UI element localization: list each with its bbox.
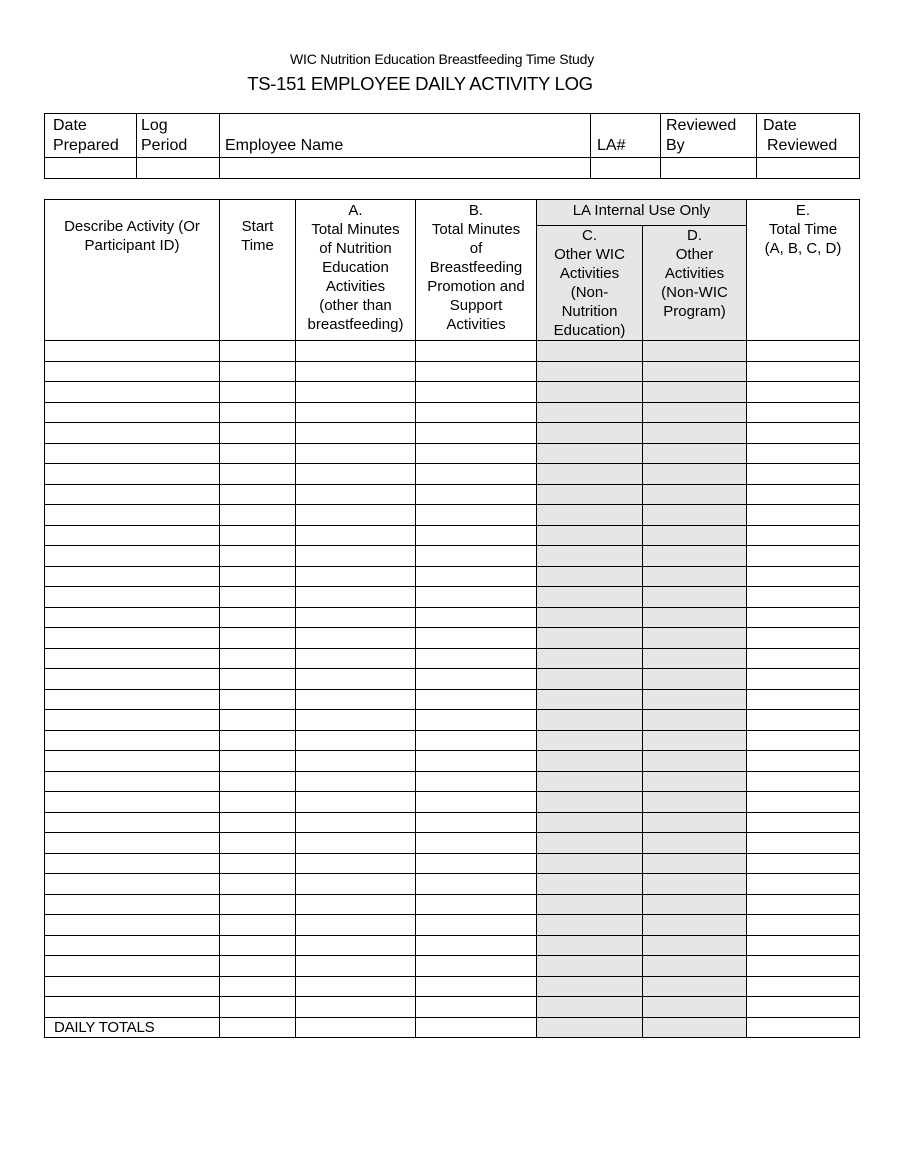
log-entry-row (45, 443, 860, 464)
entry-start-time-cell[interactable] (220, 792, 296, 813)
entry-col-e-cell[interactable] (747, 976, 860, 997)
log-entry-row (45, 915, 860, 936)
entry-start-time-cell[interactable] (220, 976, 296, 997)
date-reviewed-field[interactable] (757, 158, 860, 179)
log-entry-row (45, 710, 860, 731)
entry-start-time-cell[interactable] (220, 423, 296, 444)
entry-start-time-cell[interactable] (220, 464, 296, 485)
entry-activity-cell[interactable] (45, 546, 220, 567)
entry-col-e-cell[interactable] (747, 997, 860, 1018)
log-entry-row (45, 833, 860, 854)
entry-col-e-cell[interactable] (747, 833, 860, 854)
entry-col-a-cell[interactable] (296, 525, 416, 546)
entry-col-b-cell[interactable] (416, 935, 537, 956)
entry-start-time-cell[interactable] (220, 853, 296, 874)
entry-col-a-cell[interactable] (296, 976, 416, 997)
entry-col-a-cell[interactable] (296, 484, 416, 505)
entry-activity-cell[interactable] (45, 689, 220, 710)
entry-col-d-cell[interactable] (643, 443, 747, 464)
entry-activity-cell[interactable] (45, 771, 220, 792)
entry-start-time-cell[interactable] (220, 812, 296, 833)
entry-col-d-cell[interactable] (643, 956, 747, 977)
entry-col-c-cell[interactable] (537, 628, 643, 649)
log-entry-row (45, 730, 860, 751)
entry-start-time-cell[interactable] (220, 894, 296, 915)
entry-activity-cell[interactable] (45, 833, 220, 854)
entry-col-d-cell[interactable] (643, 771, 747, 792)
other-wic-activities-header: C. Other WIC Activities (Non- Nutrition Education) (537, 226, 643, 341)
log-entry-row (45, 997, 860, 1018)
log-entry-row (45, 505, 860, 526)
entry-col-c-cell[interactable] (537, 443, 643, 464)
entry-start-time-cell[interactable] (220, 341, 296, 362)
entry-start-time-cell[interactable] (220, 587, 296, 608)
entry-activity-cell[interactable] (45, 443, 220, 464)
entry-col-a-cell[interactable] (296, 956, 416, 977)
entry-col-b-cell[interactable] (416, 402, 537, 423)
entry-col-c-cell[interactable] (537, 792, 643, 813)
entry-activity-cell[interactable] (45, 997, 220, 1018)
entry-start-time-cell[interactable] (220, 628, 296, 649)
entry-col-b-cell[interactable] (416, 648, 537, 669)
entry-col-c-cell[interactable] (537, 935, 643, 956)
entry-col-d-cell[interactable] (643, 669, 747, 690)
entry-start-time-cell[interactable] (220, 771, 296, 792)
entry-activity-cell[interactable] (45, 382, 220, 403)
entry-col-b-cell[interactable] (416, 997, 537, 1018)
entry-col-e-cell[interactable] (747, 546, 860, 567)
entry-activity-cell[interactable] (45, 669, 220, 690)
entry-activity-cell[interactable] (45, 915, 220, 936)
entry-col-e-cell[interactable] (747, 956, 860, 977)
log-entry-row (45, 956, 860, 977)
entry-activity-cell[interactable] (45, 361, 220, 382)
breastfeeding-minutes-header: B. Total Minutes of Breastfeeding Promotion and Support Activities (416, 200, 537, 341)
entry-start-time-cell[interactable] (220, 546, 296, 567)
entry-col-b-cell[interactable] (416, 341, 537, 362)
entry-col-b-cell[interactable] (416, 464, 537, 485)
entry-start-time-cell[interactable] (220, 730, 296, 751)
log-entry-row (45, 402, 860, 423)
entry-col-c-cell[interactable] (537, 812, 643, 833)
entry-col-d-cell[interactable] (643, 607, 747, 628)
log-period-field[interactable] (137, 158, 220, 179)
entry-start-time-cell[interactable] (220, 669, 296, 690)
entry-activity-cell[interactable] (45, 628, 220, 649)
entry-col-e-cell[interactable] (747, 628, 860, 649)
entry-col-e-cell[interactable] (747, 935, 860, 956)
entry-col-b-cell[interactable] (416, 361, 537, 382)
entry-col-a-cell[interactable] (296, 443, 416, 464)
totals-col-e-cell[interactable] (747, 1017, 860, 1037)
log-entry-row (45, 874, 860, 895)
entry-col-b-cell[interactable] (416, 484, 537, 505)
entry-col-c-cell[interactable] (537, 361, 643, 382)
entry-col-b-cell[interactable] (416, 976, 537, 997)
log-entry-row (45, 853, 860, 874)
entry-activity-cell[interactable] (45, 710, 220, 731)
entry-col-d-cell[interactable] (643, 628, 747, 649)
entry-col-a-cell[interactable] (296, 833, 416, 854)
entry-col-b-cell[interactable] (416, 566, 537, 587)
la-number-header: LA# (591, 114, 661, 158)
entry-col-e-cell[interactable] (747, 812, 860, 833)
log-entry-row (45, 628, 860, 649)
entry-col-c-cell[interactable] (537, 751, 643, 772)
employee-name-field[interactable] (220, 158, 591, 179)
entry-col-b-cell[interactable] (416, 423, 537, 444)
entry-col-b-cell[interactable] (416, 546, 537, 567)
log-entry-row (45, 669, 860, 690)
entry-col-b-cell[interactable] (416, 382, 537, 403)
entry-col-a-cell[interactable] (296, 607, 416, 628)
entry-activity-cell[interactable] (45, 751, 220, 772)
entry-start-time-cell[interactable] (220, 710, 296, 731)
entry-activity-cell[interactable] (45, 587, 220, 608)
entry-activity-cell[interactable] (45, 505, 220, 526)
entry-col-d-cell[interactable] (643, 997, 747, 1018)
entry-activity-cell[interactable] (45, 607, 220, 628)
entry-col-d-cell[interactable] (643, 587, 747, 608)
log-entry-row (45, 341, 860, 362)
entry-col-c-cell[interactable] (537, 689, 643, 710)
date-prepared-header: Date Prepared (45, 114, 137, 158)
entry-col-c-cell[interactable] (537, 669, 643, 690)
entry-col-b-cell[interactable] (416, 751, 537, 772)
entry-col-a-cell[interactable] (296, 505, 416, 526)
entry-col-b-cell[interactable] (416, 792, 537, 813)
entry-col-e-cell[interactable] (747, 710, 860, 731)
entry-col-d-cell[interactable] (643, 464, 747, 485)
entry-col-d-cell[interactable] (643, 341, 747, 362)
log-entry-row (45, 894, 860, 915)
entry-col-e-cell[interactable] (747, 464, 860, 485)
la-number-field[interactable] (591, 158, 661, 179)
log-entry-row (45, 423, 860, 444)
entry-col-c-cell[interactable] (537, 648, 643, 669)
log-entry-row (45, 812, 860, 833)
total-time-header: E. Total Time (A, B, C, D) (747, 200, 860, 341)
entry-col-d-cell[interactable] (643, 710, 747, 731)
entry-col-d-cell[interactable] (643, 792, 747, 813)
entry-col-d-cell[interactable] (643, 812, 747, 833)
entry-col-a-cell[interactable] (296, 771, 416, 792)
entry-col-b-cell[interactable] (416, 669, 537, 690)
entry-col-c-cell[interactable] (537, 423, 643, 444)
entry-col-b-cell[interactable] (416, 587, 537, 608)
log-entry-row (45, 935, 860, 956)
log-entry-row (45, 587, 860, 608)
log-entry-row (45, 771, 860, 792)
entry-start-time-cell[interactable] (220, 833, 296, 854)
log-entry-row (45, 382, 860, 403)
totals-start-time-cell[interactable] (220, 1017, 296, 1037)
entry-col-a-cell[interactable] (296, 341, 416, 362)
entry-col-a-cell[interactable] (296, 566, 416, 587)
entry-start-time-cell[interactable] (220, 956, 296, 977)
entry-activity-cell[interactable] (45, 525, 220, 546)
entry-col-c-cell[interactable] (537, 956, 643, 977)
entry-col-c-cell[interactable] (537, 546, 643, 567)
entry-col-d-cell[interactable] (643, 546, 747, 567)
entry-col-d-cell[interactable] (643, 976, 747, 997)
entry-col-d-cell[interactable] (643, 689, 747, 710)
entry-col-a-cell[interactable] (296, 874, 416, 895)
entry-col-b-cell[interactable] (416, 443, 537, 464)
entry-start-time-cell[interactable] (220, 402, 296, 423)
entry-start-time-cell[interactable] (220, 484, 296, 505)
log-entry-row (45, 751, 860, 772)
entry-col-e-cell[interactable] (747, 771, 860, 792)
entry-col-c-cell[interactable] (537, 976, 643, 997)
entry-col-e-cell[interactable] (747, 525, 860, 546)
log-entry-row (45, 525, 860, 546)
entry-col-b-cell[interactable] (416, 771, 537, 792)
entry-activity-cell[interactable] (45, 402, 220, 423)
entry-col-e-cell[interactable] (747, 443, 860, 464)
entry-col-e-cell[interactable] (747, 669, 860, 690)
entry-col-c-cell[interactable] (537, 382, 643, 403)
entry-start-time-cell[interactable] (220, 751, 296, 772)
entry-col-a-cell[interactable] (296, 587, 416, 608)
entry-start-time-cell[interactable] (220, 361, 296, 382)
entry-col-e-cell[interactable] (747, 915, 860, 936)
entry-col-e-cell[interactable] (747, 566, 860, 587)
activity-log-table (44, 199, 860, 1038)
entry-activity-cell[interactable] (45, 812, 220, 833)
entry-activity-cell[interactable] (45, 935, 220, 956)
entry-activity-cell[interactable] (45, 874, 220, 895)
entry-start-time-cell[interactable] (220, 874, 296, 895)
entry-activity-cell[interactable] (45, 484, 220, 505)
log-entry-row (45, 648, 860, 669)
entry-col-d-cell[interactable] (643, 853, 747, 874)
entry-col-e-cell[interactable] (747, 361, 860, 382)
date-reviewed-header: Date Reviewed (757, 114, 860, 158)
entry-col-b-cell[interactable] (416, 525, 537, 546)
entry-start-time-cell[interactable] (220, 935, 296, 956)
reviewed-by-header: Reviewed By (661, 114, 757, 158)
entry-col-a-cell[interactable] (296, 751, 416, 772)
entry-col-c-cell[interactable] (537, 402, 643, 423)
entry-col-e-cell[interactable] (747, 792, 860, 813)
entry-col-a-cell[interactable] (296, 402, 416, 423)
entry-col-e-cell[interactable] (747, 382, 860, 403)
entry-col-e-cell[interactable] (747, 894, 860, 915)
entry-col-d-cell[interactable] (643, 833, 747, 854)
entry-start-time-cell[interactable] (220, 505, 296, 526)
log-period-header: Log Period (137, 114, 220, 158)
describe-activity-header: Describe Activity (Or Participant ID) (45, 200, 220, 341)
entry-col-a-cell[interactable] (296, 669, 416, 690)
entry-col-b-cell[interactable] (416, 505, 537, 526)
entry-col-e-cell[interactable] (747, 505, 860, 526)
log-entry-row (45, 689, 860, 710)
totals-col-b-cell[interactable] (416, 1017, 537, 1037)
nutrition-education-minutes-header: A. Total Minutes of Nutrition Education Activities (other than breastfeeding) (296, 200, 416, 341)
entry-col-d-cell[interactable] (643, 566, 747, 587)
entry-col-c-cell[interactable] (537, 771, 643, 792)
entry-activity-cell[interactable] (45, 464, 220, 485)
entry-col-d-cell[interactable] (643, 751, 747, 772)
entry-col-c-cell[interactable] (537, 464, 643, 485)
entry-col-a-cell[interactable] (296, 935, 416, 956)
entry-col-b-cell[interactable] (416, 607, 537, 628)
entry-col-a-cell[interactable] (296, 464, 416, 485)
entry-col-c-cell[interactable] (537, 525, 643, 546)
reviewed-by-field[interactable] (661, 158, 757, 179)
date-prepared-field[interactable] (45, 158, 137, 179)
entry-col-d-cell[interactable] (643, 423, 747, 444)
entry-activity-cell[interactable] (45, 792, 220, 813)
entry-col-e-cell[interactable] (747, 853, 860, 874)
entry-col-b-cell[interactable] (416, 833, 537, 854)
entry-col-c-cell[interactable] (537, 566, 643, 587)
entry-col-b-cell[interactable] (416, 874, 537, 895)
entry-col-e-cell[interactable] (747, 874, 860, 895)
log-entry-row (45, 976, 860, 997)
entry-col-d-cell[interactable] (643, 915, 747, 936)
entry-col-c-cell[interactable] (537, 997, 643, 1018)
entry-col-a-cell[interactable] (296, 853, 416, 874)
entry-col-b-cell[interactable] (416, 812, 537, 833)
daily-totals-label: DAILY TOTALS (45, 1017, 220, 1037)
entry-col-b-cell[interactable] (416, 894, 537, 915)
entry-start-time-cell[interactable] (220, 689, 296, 710)
entry-start-time-cell[interactable] (220, 607, 296, 628)
totals-col-c-cell[interactable] (537, 1017, 643, 1037)
entry-col-e-cell[interactable] (747, 648, 860, 669)
entry-col-c-cell[interactable] (537, 730, 643, 751)
entry-activity-cell[interactable] (45, 730, 220, 751)
entry-col-c-cell[interactable] (537, 341, 643, 362)
entry-col-b-cell[interactable] (416, 853, 537, 874)
employee-name-header: Employee Name (220, 114, 591, 158)
entry-col-c-cell[interactable] (537, 894, 643, 915)
entry-col-e-cell[interactable] (747, 587, 860, 608)
entry-start-time-cell[interactable] (220, 443, 296, 464)
totals-col-d-cell[interactable] (643, 1017, 747, 1037)
entry-activity-cell[interactable] (45, 853, 220, 874)
entry-start-time-cell[interactable] (220, 525, 296, 546)
entry-activity-cell[interactable] (45, 648, 220, 669)
entry-col-a-cell[interactable] (296, 792, 416, 813)
entry-col-c-cell[interactable] (537, 915, 643, 936)
entry-col-a-cell[interactable] (296, 423, 416, 444)
log-entry-row (45, 546, 860, 567)
entry-col-d-cell[interactable] (643, 402, 747, 423)
entry-col-c-cell[interactable] (537, 607, 643, 628)
start-time-header: Start Time (220, 200, 296, 341)
entry-start-time-cell[interactable] (220, 566, 296, 587)
entry-activity-cell[interactable] (45, 976, 220, 997)
entry-activity-cell[interactable] (45, 566, 220, 587)
entry-col-b-cell[interactable] (416, 689, 537, 710)
entry-col-b-cell[interactable] (416, 710, 537, 731)
entry-col-d-cell[interactable] (643, 525, 747, 546)
form-subtitle: WIC Nutrition Education Breastfeeding Time Study (290, 51, 594, 67)
entry-start-time-cell[interactable] (220, 997, 296, 1018)
entry-col-e-cell[interactable] (747, 751, 860, 772)
entry-activity-cell[interactable] (45, 956, 220, 977)
employee-info-table (44, 113, 860, 179)
entry-col-a-cell[interactable] (296, 361, 416, 382)
entry-col-d-cell[interactable] (643, 894, 747, 915)
entry-col-d-cell[interactable] (643, 935, 747, 956)
entry-start-time-cell[interactable] (220, 382, 296, 403)
entry-col-d-cell[interactable] (643, 361, 747, 382)
log-entry-row (45, 464, 860, 485)
entry-col-a-cell[interactable] (296, 689, 416, 710)
entry-activity-cell[interactable] (45, 423, 220, 444)
entry-col-e-cell[interactable] (747, 607, 860, 628)
entry-col-d-cell[interactable] (643, 730, 747, 751)
entry-col-a-cell[interactable] (296, 730, 416, 751)
entry-col-e-cell[interactable] (747, 689, 860, 710)
entry-activity-cell[interactable] (45, 894, 220, 915)
entry-col-b-cell[interactable] (416, 730, 537, 751)
log-entry-row (45, 361, 860, 382)
log-entry-row (45, 566, 860, 587)
entry-col-d-cell[interactable] (643, 648, 747, 669)
log-entry-row (45, 484, 860, 505)
entry-col-e-cell[interactable] (747, 402, 860, 423)
entry-col-c-cell[interactable] (537, 710, 643, 731)
entry-start-time-cell[interactable] (220, 648, 296, 669)
entry-col-c-cell[interactable] (537, 853, 643, 874)
entry-col-e-cell[interactable] (747, 423, 860, 444)
entry-col-d-cell[interactable] (643, 874, 747, 895)
log-entry-row (45, 792, 860, 813)
entry-col-e-cell[interactable] (747, 730, 860, 751)
entry-col-c-cell[interactable] (537, 505, 643, 526)
la-internal-use-header: LA Internal Use Only (537, 200, 747, 226)
entry-col-a-cell[interactable] (296, 546, 416, 567)
entry-col-a-cell[interactable] (296, 382, 416, 403)
entry-col-b-cell[interactable] (416, 628, 537, 649)
entry-col-a-cell[interactable] (296, 812, 416, 833)
entry-col-d-cell[interactable] (643, 382, 747, 403)
entry-col-a-cell[interactable] (296, 628, 416, 649)
entry-col-a-cell[interactable] (296, 648, 416, 669)
entry-col-a-cell[interactable] (296, 997, 416, 1018)
entry-col-b-cell[interactable] (416, 956, 537, 977)
other-non-wic-activities-header: D. Other Activities (Non-WIC Program) (643, 226, 747, 341)
entry-col-b-cell[interactable] (416, 915, 537, 936)
entry-col-a-cell[interactable] (296, 894, 416, 915)
entry-col-d-cell[interactable] (643, 484, 747, 505)
entry-activity-cell[interactable] (45, 341, 220, 362)
entry-col-e-cell[interactable] (747, 341, 860, 362)
entry-col-e-cell[interactable] (747, 484, 860, 505)
entry-start-time-cell[interactable] (220, 915, 296, 936)
entry-col-c-cell[interactable] (537, 484, 643, 505)
entry-col-c-cell[interactable] (537, 833, 643, 854)
totals-col-a-cell[interactable] (296, 1017, 416, 1037)
entry-col-d-cell[interactable] (643, 505, 747, 526)
log-entry-row (45, 607, 860, 628)
form-title: TS-151 EMPLOYEE DAILY ACTIVITY LOG (247, 73, 593, 94)
entry-col-c-cell[interactable] (537, 587, 643, 608)
entry-col-c-cell[interactable] (537, 874, 643, 895)
entry-col-a-cell[interactable] (296, 915, 416, 936)
entry-col-a-cell[interactable] (296, 710, 416, 731)
